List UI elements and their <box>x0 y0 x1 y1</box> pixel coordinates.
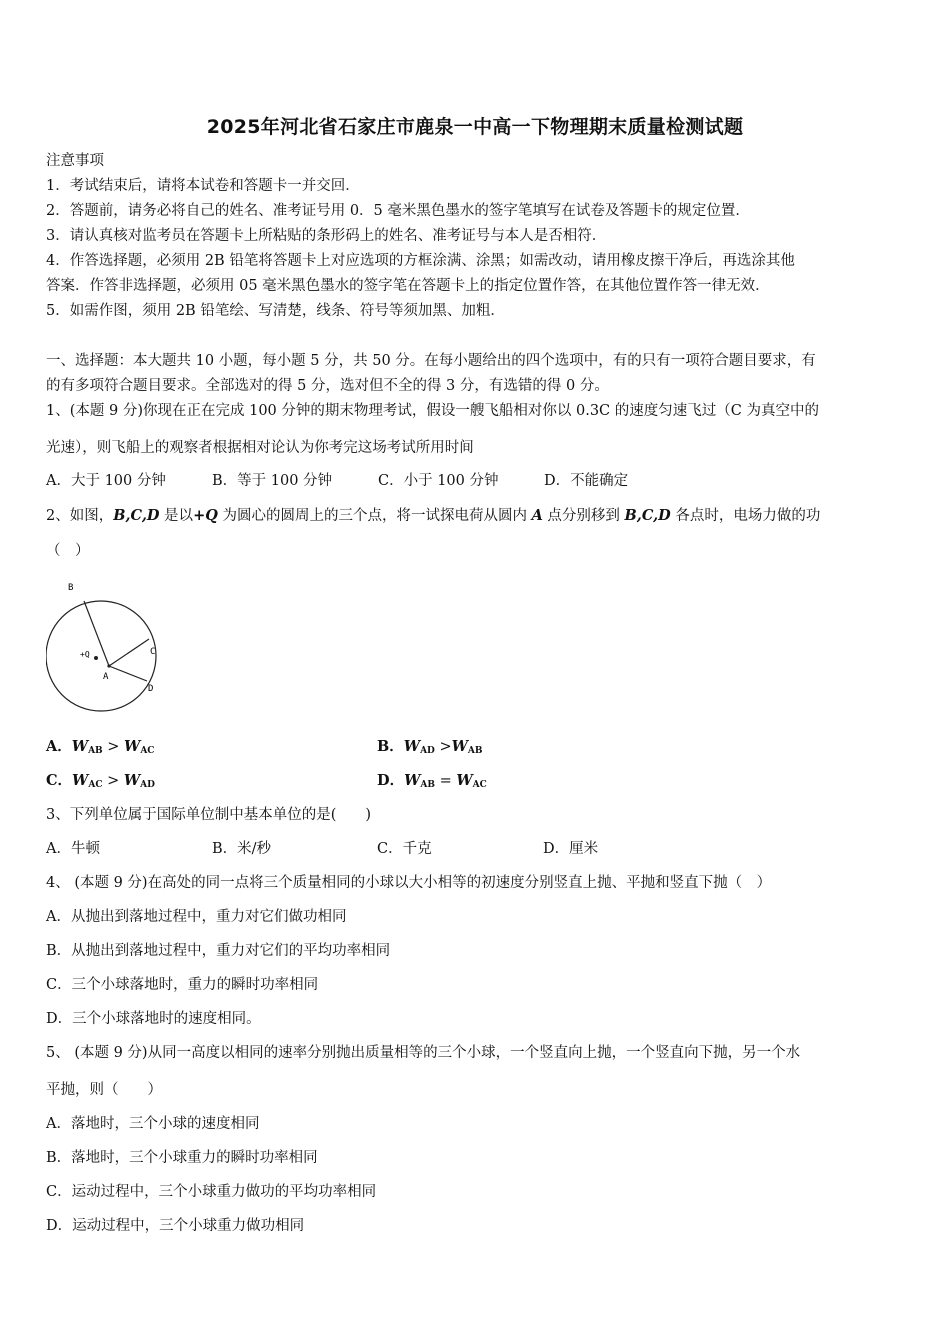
question-5-option-a[interactable]: A．落地时，三个小球的速度相同 <box>46 1116 260 1132</box>
notice-item-3: 3．请认真核对监考员在答题卡上所粘贴的条形码上的姓名、准考证号与本人是否相符． <box>46 228 607 244</box>
question-4-option-b[interactable]: B．从抛出到落地过程中，重力对它们的平均功率相同 <box>46 943 391 959</box>
question-3-option-c[interactable]: C．千克 <box>377 841 432 857</box>
label-q: +Q <box>80 650 90 659</box>
question-4-stem: 4、 (本题 9 分)在高处的同一点将三个质量相同的小球以大小相等的初速度分别竖直上抛、平抛和竖直下抛（ ） <box>46 875 772 891</box>
question-1-option-a[interactable]: A．大于 100 分钟 <box>46 473 166 489</box>
notice-item-4: 4．作答选择题，必须用 2B 铅笔将答题卡上对应选项的方框涂满、涂黑；如需改动，请用橡皮擦干净后，再选涂其他 <box>46 253 795 269</box>
line-a-to-d <box>109 666 147 681</box>
question-2-option-b[interactable]: B．$W_{AD} >W_{AB}$ <box>377 738 483 756</box>
question-5-option-d[interactable]: D．运动过程中，三个小球重力做功相同 <box>46 1218 305 1234</box>
notice-item-5: 5．如需作图，须用 2B 铅笔绘、写清楚，线条、符号等须加黑、加粗． <box>46 303 505 319</box>
label-b: B <box>68 583 74 593</box>
question-2-stem: 2、如图，B,C,D 是以+Q 为圆心的圆周上的三个点，将一试探电荷从圆内 A 点分别移到 B,C,D 各点时，电场力做的功 <box>46 507 821 524</box>
question-1-stem-cont: 光速），则飞船上的观察者根据相对论认为你考完这场考试所用时间 <box>46 440 474 456</box>
section-instructions-1: 一、选择题：本大题共 10 小题，每小题 5 分，共 50 分。在每小题给出的四个选项中，有的只有一项符合题目要求，有 <box>46 353 816 369</box>
question-2-bracket: （ ） <box>46 543 90 559</box>
page-title: 2025年河北省石家庄市鹿泉一中高一下物理期末质量检测试题 <box>206 116 744 138</box>
line-a-to-c <box>109 639 149 666</box>
question-4-option-c[interactable]: C．三个小球落地时，重力的瞬时功率相同 <box>46 977 319 993</box>
question-5-stem: 5、 (本题 9 分)从同一高度以相同的速率分别抛出质量相等的三个小球，一个竖直向上抛，一个竖直向下抛，另一个水 <box>46 1045 801 1061</box>
question-5-option-b[interactable]: B．落地时，三个小球重力的瞬时功率相同 <box>46 1150 318 1166</box>
question-1-option-c[interactable]: C．小于 100 分钟 <box>378 473 499 489</box>
question-2-options-row2 <box>46 771 487 795</box>
point-a <box>107 664 110 667</box>
question-5-stem-cont: 平抛，则（ ） <box>46 1082 162 1098</box>
question-3-stem: 3、下列单位属于国际单位制中基本单位的是( ) <box>46 807 372 823</box>
label-a: A <box>103 672 109 682</box>
question-4-option-a[interactable]: A．从抛出到落地过程中，重力对它们做功相同 <box>46 909 347 925</box>
question-1-option-d[interactable]: D．不能确定 <box>544 473 629 489</box>
question-5-option-c[interactable]: C．运动过程中，三个小球重力做功的平均功率相同 <box>46 1184 377 1200</box>
field-circle <box>46 601 156 711</box>
charge-q-point <box>94 656 98 660</box>
notice-item-1: 1．考试结束后，请将本试卷和答题卡一并交回． <box>46 178 360 194</box>
notice-heading: 注意事项 <box>46 153 104 169</box>
question-1-option-b[interactable]: B．等于 100 分钟 <box>212 473 333 489</box>
circle-field-diagram <box>46 576 166 721</box>
question-2-options-row1 <box>46 737 483 761</box>
notice-item-4-cont: 答案．作答非选择题，必须用 05 毫米黑色墨水的签字笔在答题卡上的指定位置作答，在其他位置作答一律无效． <box>46 278 770 294</box>
notice-item-2: 2．答题前，请务必将自己的姓名、准考证号用 0．5 毫米黑色墨水的签字笔填写在试卷及答题卡的规定位置． <box>46 203 750 219</box>
label-d: D <box>148 684 154 694</box>
question-3-options <box>46 839 598 859</box>
question-4-option-d[interactable]: D．三个小球落地时的速度相同。 <box>46 1011 261 1027</box>
question-3-option-d[interactable]: D．厘米 <box>543 841 599 857</box>
question-1-options <box>46 471 628 491</box>
question-3-option-b[interactable]: B．米/秒 <box>212 841 272 857</box>
question-2-option-d[interactable]: D．$W_{AB} = W_{AC}$ <box>377 772 487 790</box>
label-c: C <box>150 647 156 657</box>
question-3-option-a[interactable]: A．牛顿 <box>46 841 100 857</box>
question-2-option-c[interactable]: C．$W_{AC} > W_{AD}$ <box>46 772 155 790</box>
question-2-option-a[interactable]: A．$W_{AB} > W_{AC}$ <box>46 738 155 756</box>
question-1-stem: 1、(本题 9 分)你现在正在完成 100 分钟的期末物理考试，假设一艘飞船相对你以 0.3C 的速度匀速飞过（C 为真空中的 <box>46 403 819 419</box>
section-instructions-2: 的有多项符合题目要求。全部选对的得 5 分，选对但不全的得 3 分，有选错的得 0 分。 <box>46 378 609 394</box>
